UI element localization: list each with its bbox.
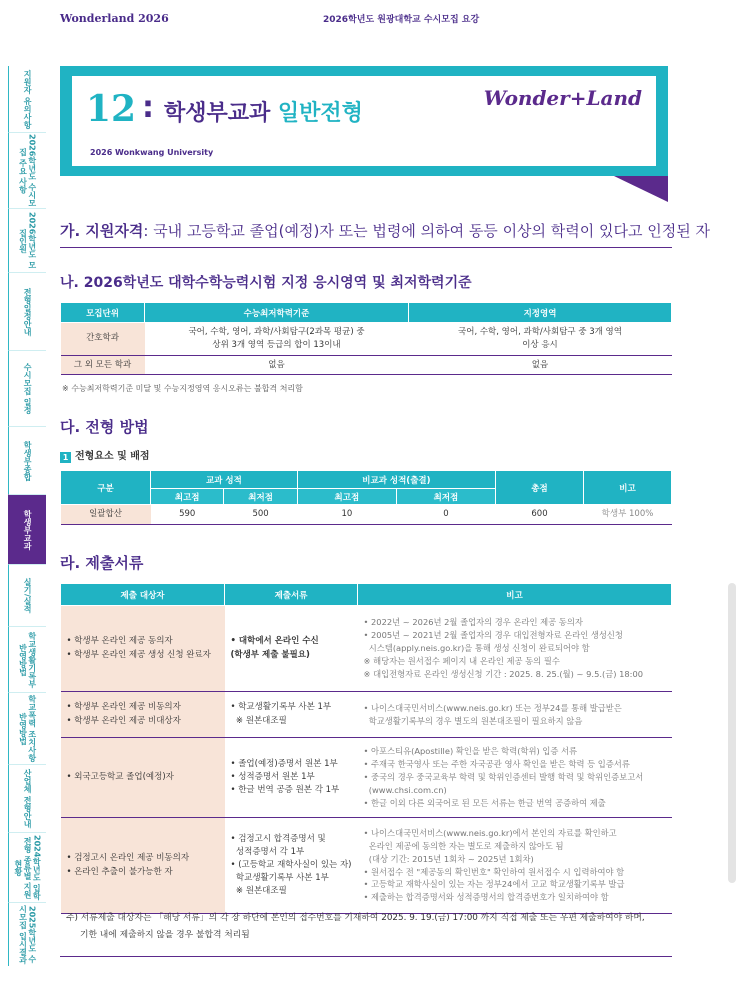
cell-line: • 검정고시 온라인 제공 비동의자: [66, 853, 190, 864]
cell-line: 학교생활기록부의 경우 별도의 원본대조필이 필요하지 않음: [363, 715, 583, 726]
division-cell: 일괄합산: [61, 505, 151, 525]
cell-line: • (고등학교 재학사실이 있는 자): [230, 859, 352, 870]
target-cell: [61, 692, 225, 738]
cell-line: ※ 원본대조필: [230, 715, 287, 726]
cell-line: • 검정고시 합격증명서 및: [230, 833, 326, 844]
unit-cell: 간호학과: [61, 323, 145, 356]
cell-line: • 외국고등학교 졸업(예정)자: [66, 771, 174, 782]
cell-line: ※ 원본대조필: [230, 886, 287, 897]
sidebar-item-label: 실기/실적: [23, 578, 33, 613]
cell-line: • 학생부 온라인 제공 생성 신청 완료자: [66, 649, 211, 660]
score-cell: 500: [224, 505, 297, 525]
target-cell: [61, 818, 225, 914]
cell-line: • 학생부 온라인 제공 동의자: [66, 636, 173, 647]
header-brand: Wonderland 2026: [60, 12, 169, 25]
cell-line: • 대학에서 온라인 수신: [230, 636, 319, 647]
score-cell: 10: [297, 505, 396, 525]
sidebar-item-label: 지원자 유의사항: [23, 69, 33, 129]
cell-line: (대상 기간: 2015년 1회차 ~ 2025년 1회차): [363, 853, 534, 864]
unit-cell: 그 외 모든 학과: [61, 355, 145, 375]
min-standard-cell: 국어, 수학, 영어, 과학/사회탐구(2과목 평균) 중 상위 3개 영역 등급의 합이 13이내: [145, 323, 409, 356]
cell-line: • 나이스대국민서비스(www.neis.go.kr)에서 본인의 자료를 확인하고: [363, 827, 617, 838]
cell-line: • 학생부 온라인 제공 비동의자: [66, 702, 181, 713]
table-row: [61, 606, 672, 692]
scoring-subheading: [60, 447, 150, 463]
col-header: 구분: [61, 471, 151, 505]
cell-line: • 온라인 추출이 불가능한 자: [66, 866, 173, 877]
col-header: 제출서류: [225, 584, 358, 606]
col-subheader: 최고점: [297, 489, 396, 505]
wonderland-logo: Wonder+Land: [483, 86, 642, 110]
sidebar-item-label: 학교생활기록부 반영방법: [18, 631, 37, 688]
sidebar-item[interactable]: [8, 208, 46, 272]
section-banner: [60, 66, 668, 176]
cell-line: • 한글 번역 공증 원본 각 1부: [230, 785, 340, 796]
col-header: 비고: [358, 584, 672, 606]
area-cell: 없음: [409, 355, 672, 375]
documents-table: [60, 583, 672, 914]
sidebar-item-label: 학생부종합: [23, 440, 33, 481]
sidebar-item[interactable]: [8, 272, 46, 350]
subsection-number: 1: [60, 452, 71, 463]
sidebar-item-label: 2026학년도 수시모집 주요 사항: [18, 133, 37, 208]
col-header: 제출 대상자: [61, 584, 225, 606]
remark-cell: [358, 692, 672, 738]
score-cell: 0: [396, 505, 495, 525]
subsection-title: 전형요소 및 배점: [75, 451, 150, 462]
sidebar-item-label: 학교폭력 조치사항 반영방법: [18, 695, 37, 762]
cell-line: (www.chsi.com.cn): [363, 784, 447, 795]
sidebar-item[interactable]: [8, 564, 46, 626]
col-subheader: 최고점: [151, 489, 224, 505]
sidebar-item[interactable]: [8, 426, 46, 494]
sidebar-item-label: 학생부교과: [23, 509, 33, 550]
title-part2: 일반전형: [277, 101, 363, 126]
target-cell: [61, 606, 225, 692]
col-header: 비교과 성적(출결): [297, 471, 495, 489]
title-part1: 학생부교과: [164, 101, 278, 126]
footnote-line: 기한 내에 제출하지 않을 경우 불합격 처리됨: [80, 929, 250, 940]
sidebar-item-label: 수시모집 일정: [23, 363, 33, 414]
area-cell: 국어, 수학, 영어, 과학/사회탐구 중 3개 영역 이상 응시: [409, 323, 672, 356]
sidebar-item[interactable]: [8, 902, 46, 966]
banner-number: 12: [86, 88, 137, 130]
remark-cell: [358, 606, 672, 692]
cell-line: 온라인 제공에 동의한 자는 별도로 제출하지 않아도 됨: [363, 840, 564, 851]
sidebar-item-label: 2026학년도 모집인원: [18, 211, 37, 270]
cell-line: • 학교생활기록부 사본 1부: [230, 702, 332, 713]
cell-line: • 한글 이외 다른 외국어로 된 모든 서류는 한글 번역 공증하여 제출: [363, 797, 606, 808]
sidebar-item[interactable]: [8, 350, 46, 426]
sidebar-item-label: 2025학년도 수시모집 입시결과: [18, 905, 37, 964]
divider: [60, 247, 672, 248]
eligibility-heading: [60, 220, 710, 241]
target-cell: [61, 738, 225, 818]
csat-note: ※ 수능최저학력기준 미달 및 수능지정영역 응시오류는 불합격 처리함: [62, 384, 303, 393]
header-doc-title: 2026학년도 원광대학교 수시모집 요강: [323, 15, 480, 25]
cell-line: 성적증명서 각 1부: [230, 846, 305, 857]
cell-line: • 원서접수 전 "제공동의 확인번호" 확인하여 원서접수 시 입력하여야 함: [363, 866, 625, 877]
cell-line: • 주재국 한국영사 또는 주한 자국공관 영사 확인을 받은 학력 등 입증서류: [363, 759, 630, 770]
remark-cell: [358, 818, 672, 914]
cell-line: • 제출하는 합격증명서와 성적증명서의 합격증번호가 일치하여야 함: [363, 892, 609, 903]
total-cell: 600: [496, 505, 584, 525]
cell-line: 시스템(apply.neis.go.kr)을 통해 생성 신청이 완료되어야 함: [363, 643, 590, 654]
sidebar-nav: [8, 66, 46, 966]
table-row: [61, 818, 672, 914]
banner-colon: :: [142, 90, 154, 125]
sidebar-item[interactable]: [8, 66, 46, 132]
remark-cell: [358, 738, 672, 818]
csat-criteria-table: [60, 302, 672, 375]
cell-line: • 고등학교 재학사실이 있는 자는 정부24에서 고교 학교생활기록부 발급: [363, 879, 625, 890]
table-row: [61, 355, 672, 375]
cell-line: • 학생부 온라인 제공 비대상자: [66, 715, 181, 726]
score-cell: 590: [151, 505, 224, 525]
sidebar-item-label: 전형일정안내: [23, 287, 33, 336]
col-header: 총점: [496, 471, 584, 505]
sidebar-item-label: 산업체 전형안내: [23, 769, 33, 828]
divider: [60, 956, 672, 957]
cell-line: • 2022년 ~ 2026년 2월 졸업자의 경우 온라인 제공 동의자: [363, 617, 583, 628]
table-row: [61, 692, 672, 738]
cell-line: (학생부 제출 불필요): [230, 649, 310, 660]
table-row: [61, 738, 672, 818]
sidebar-item[interactable]: [8, 626, 46, 692]
sidebar-item[interactable]: [8, 764, 46, 832]
table-row: [61, 323, 672, 356]
banner-corner-decoration: [614, 176, 668, 202]
documents-cell: [225, 692, 358, 738]
cell-line: • 성적증명서 원본 1부: [230, 771, 315, 782]
col-header: 수능최저학력기준: [145, 303, 409, 323]
cell-line: ※ 대입전형자료 온라인 생성신청 기간 : 2025. 8. 25.(월) ~ 9.5.(금) 18:00: [363, 668, 644, 679]
eligibility-label: 가. 지원자격: [60, 222, 144, 240]
documents-cell: [225, 738, 358, 818]
cell-line: • 2005년 ~ 2021년 2월 졸업자의 경우 대입전형자료 온라인 생성신청: [363, 630, 623, 641]
cell-line: 학교생활기록부 사본 1부: [230, 873, 329, 884]
method-heading: 다. 전형 방법: [60, 418, 149, 436]
scoring-table: [60, 470, 672, 525]
documents-heading: 라. 제출서류: [60, 554, 144, 572]
col-header: 모집단위: [61, 303, 145, 323]
cell-line: • 아포스티유(Apostille) 확인을 받은 학력(학위) 입증 서류: [363, 746, 578, 757]
col-header: 비고: [584, 471, 672, 505]
col-subheader: 최저점: [396, 489, 495, 505]
cell-line: • 나이스대국민서비스(www.neis.go.kr) 또는 정부24를 통해 발급받은: [363, 702, 622, 713]
csat-heading: 나. 2026학년도 대학수학능력시험 지정 응시영역 및 최저학력기준: [60, 275, 472, 291]
min-standard-cell: 없음: [145, 355, 409, 375]
col-header: 교과 성적: [151, 471, 298, 489]
documents-cell: [225, 818, 358, 914]
scrollbar[interactable]: [728, 583, 736, 883]
sidebar-item[interactable]: [8, 692, 46, 764]
cell-line: • 중국의 경우 중국교육부 학력 및 학위인증센터 발행 학력 및 학위인증보고서: [363, 772, 644, 783]
cell-line: ※ 해당자는 원서접수 페이지 내 온라인 제공 동의 필수: [363, 655, 560, 666]
submission-footnote: [60, 910, 672, 943]
col-subheader: 최저점: [224, 489, 297, 505]
eligibility-text: : 국내 고등학교 졸업(예정)자 또는 법령에 의하여 동등 이상의 학력이 있다고 인정된 자: [143, 222, 711, 240]
sidebar-item[interactable]: [8, 494, 46, 564]
sidebar-item[interactable]: [8, 832, 46, 902]
sidebar-item-label: 2024학년도 입학전형 종류별 지원 현황: [13, 834, 42, 901]
footnote-line: 주) 서류제출 대상자는 「해당 서류」의 각 장 하단에 본인의 접수번호를 기재하여 2025. 9. 19.(금) 17:00 까지 직접 제출 또는 우편 제출하여야 하며,: [66, 913, 645, 923]
cell-line: • 졸업(예정)증명서 원본 1부: [230, 758, 338, 769]
sidebar-item[interactable]: [8, 132, 46, 208]
col-header: 지정영역: [409, 303, 672, 323]
banner-inner: [72, 76, 656, 166]
remark-cell: 학생부 100%: [584, 505, 672, 525]
table-row: [61, 505, 672, 525]
banner-subtitle: 2026 Wonkwang University: [90, 148, 214, 157]
page-title: [164, 96, 363, 127]
documents-cell: [225, 606, 358, 692]
